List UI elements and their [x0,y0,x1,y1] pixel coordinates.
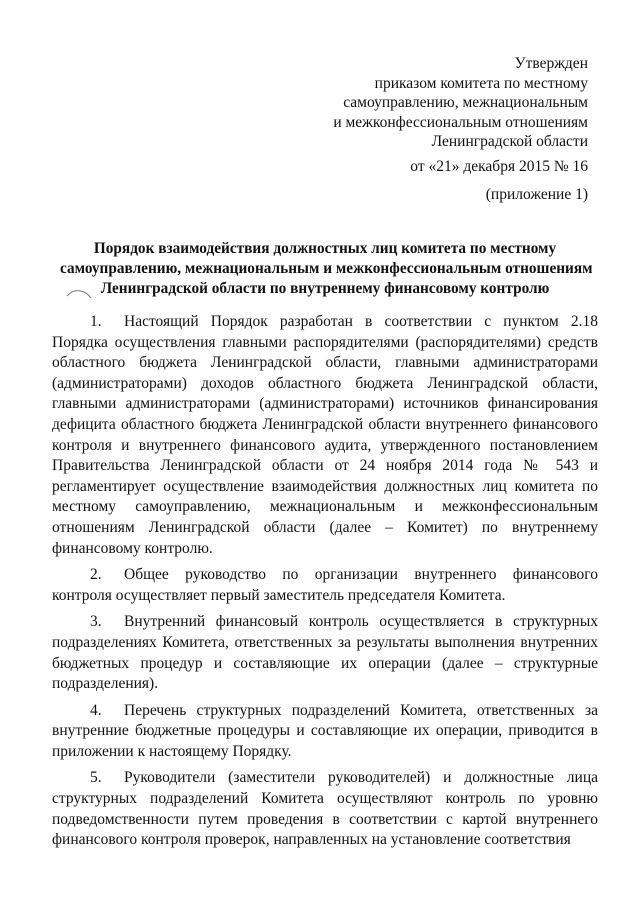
paragraph-5 [52,768,598,850]
paragraph-text: Руководители (заместители руководителей) и должностные лица структурных подразделений Комитета осуществляют контроль по уровню подведомственности путем проведения в соответствии с картой внутреннего финансового контроля проверок, направленных на установление соответствия [52,769,598,849]
paragraph-text: Внутренний финансовый контроль осуществляется в структурных подразделениях Комитета, ответственных за результаты выполнения внутренних бюджетных процедур и составляющие их операции (далее – структурные подразделения). [52,613,598,693]
document-body [52,312,598,857]
appendix-label: (приложение 1) [485,186,588,203]
paragraph-text: Общее руководство по организации внутреннего финансового контроля осуществляет первый заместитель председателя Комитета. [52,566,598,604]
paragraph-3 [52,612,598,694]
paragraph-text: Настоящий Порядок разработан в соответствии с пунктом 2.18 Порядка осуществления главными распорядителями (распорядителями) средств областного бюджета Ленинградской области, главными администраторами (администраторами) доходов областного бюджета Ленинградской области, главными администраторами (администраторами) источников финансирования дефицита областного бюджета Ленинградской области внутреннего финансового контроля и внутреннего финансового аудита, утвержденного постановлением Правительства Ленинградской области от 24 ноября 2014 года № 543 и регламентирует осуществление взаимодействия должностных лиц комитета по местному самоуправлению, межнациональным и межконфессиональным отношениям Ленинградской области (далее – Комитет) по внутреннему финансовому контролю. [52,313,598,557]
paragraph-1 [52,312,598,559]
approval-line: Ленинградской области [431,133,588,150]
order-date: от «21» декабря 2015 № 16 [410,158,588,175]
approval-line: самоуправлению, межнациональным [343,94,588,111]
paragraph-4 [52,701,598,763]
paragraph-text: Перечень структурных подразделений Комитета, ответственных за внутренние бюджетные процедуры и составляющие их операции, приводится в приложении к настоящему Порядку. [52,701,598,760]
paragraph-number: 1. [90,313,102,330]
title-line: Порядок взаимодействия должностных лиц комитета по местному [93,240,557,257]
paragraph-number: 3. [90,613,102,631]
approval-line: и межконфессиональным отношениям [333,113,588,131]
paragraph-2 [52,565,598,606]
title-line: самоуправлению, межнациональным и межконфессиональным отношениям [60,260,593,277]
paragraph-number: 2. [90,566,102,584]
approval-line: приказом комитета по местному [374,74,588,92]
scan-mark-icon [66,286,92,300]
document-title [60,239,593,299]
title-line: Ленинградской области по внутреннему финансовому контролю [100,280,550,297]
approval-line: Утвержден [514,55,588,72]
paragraph-number: 5. [90,769,102,787]
approval-block [333,54,588,152]
paragraph-number: 4. [90,701,102,719]
